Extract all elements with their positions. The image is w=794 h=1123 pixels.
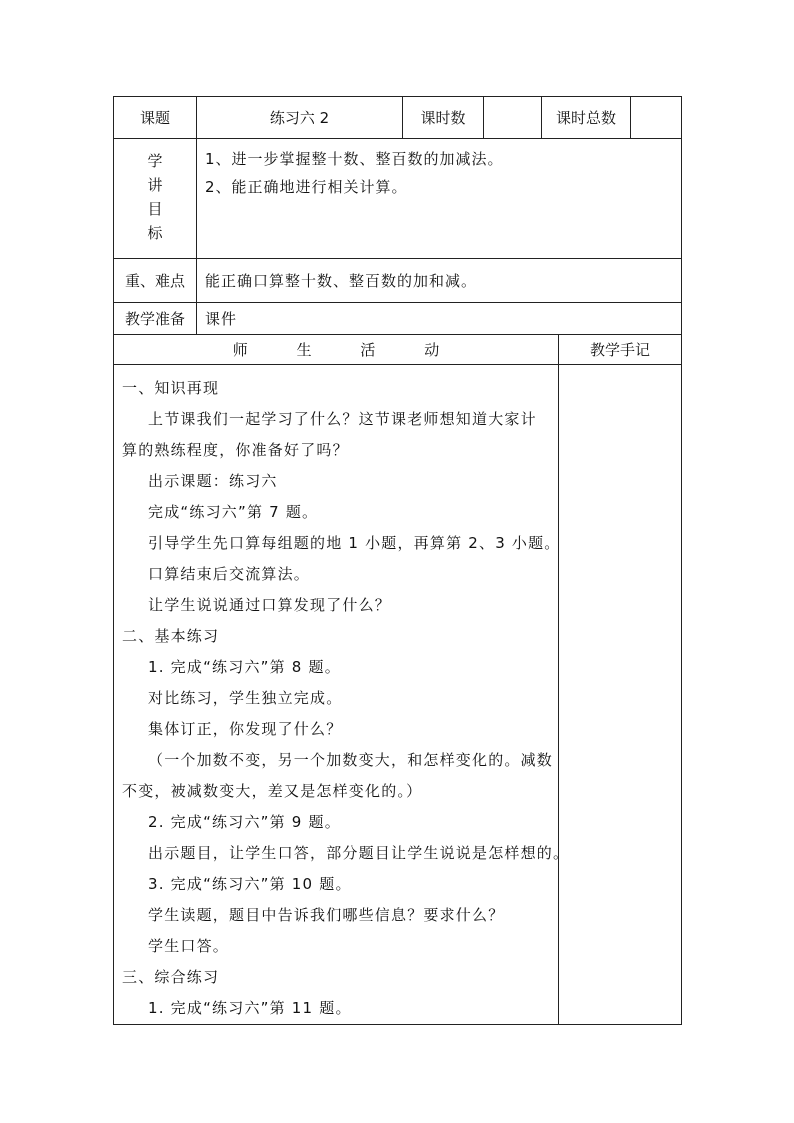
activities-content <box>114 365 570 1025</box>
activities-row <box>114 365 682 1025</box>
activity-line: 算的熟练程度，你准备好了吗？ <box>122 441 349 459</box>
notes-content <box>559 365 682 1025</box>
activity-line: 三、综合练习 <box>122 968 220 986</box>
total-periods-label: 课时总数 <box>542 97 631 139</box>
activity-line: 完成“练习六”第 7 题。 <box>148 503 319 521</box>
activity-line: 对比练习，学生独立完成。 <box>148 689 343 707</box>
preparation-value: 课件 <box>197 303 682 335</box>
activities-header-char: 动 <box>424 341 440 359</box>
activity-line: 出示题目，让学生口答，部分题目让学生说说是怎样想的。 <box>148 844 570 862</box>
activities-header-char: 生 <box>296 341 312 359</box>
objectives-row <box>114 139 682 259</box>
activities-header-row <box>114 335 682 365</box>
activities-header <box>114 335 559 365</box>
activity-line: 2. 完成“练习六”第 9 题。 <box>148 813 341 831</box>
total-periods-value <box>631 97 682 139</box>
activity-line: 3. 完成“练习六”第 10 题。 <box>148 875 352 893</box>
activities-header-char: 活 <box>360 341 376 359</box>
lesson-plan-table <box>113 96 682 1025</box>
topic-label: 课题 <box>114 97 197 139</box>
activity-line: 集体订正，你发现了什么？ <box>148 720 343 738</box>
objective-item: 2、能正确地进行相关计算。 <box>205 178 408 196</box>
objectives-content <box>197 139 682 259</box>
activity-line: 1. 完成“练习六”第 8 题。 <box>148 658 341 676</box>
objective-item: 1、进一步掌握整十数、整百数的加减法。 <box>205 150 504 168</box>
periods-label: 课时数 <box>403 97 484 139</box>
preparation-label: 教学准备 <box>114 303 197 335</box>
activity-line: 出示课题：练习六 <box>148 472 278 490</box>
activity-line: 让学生说说通过口算发现了什么？ <box>148 596 392 614</box>
activity-line: （一个加数不变，另一个加数变大，和怎样变化的。减数 <box>148 751 554 769</box>
notes-header: 教学手记 <box>559 335 682 365</box>
activity-lines <box>122 373 570 1024</box>
objectives-label-char: 标 <box>147 224 163 242</box>
key-points-value: 能正确口算整十数、整百数的加和减。 <box>197 259 682 303</box>
activity-line: 引导学生先口算每组题的地 1 小题，再算第 2、3 小题。 <box>148 534 561 552</box>
objectives-label-char: 讲 <box>147 176 163 194</box>
key-points-label: 重、难点 <box>114 259 197 303</box>
activities-header-char: 师 <box>232 341 248 359</box>
activity-line: 二、基本练习 <box>122 627 220 645</box>
activity-line: 学生读题，题目中告诉我们哪些信息？要求什么？ <box>148 906 505 924</box>
objectives-label-char: 学 <box>147 152 163 170</box>
activity-line: 一、知识再现 <box>122 379 220 397</box>
preparation-row <box>114 303 682 335</box>
activity-line: 不变，被减数变大，差又是怎样变化的。） <box>122 782 423 800</box>
key-points-row <box>114 259 682 303</box>
activity-line: 学生口答。 <box>148 937 230 955</box>
topic-value: 练习六 2 <box>197 97 403 139</box>
header-row <box>114 97 682 139</box>
objectives-label <box>114 139 197 259</box>
periods-value <box>484 97 542 139</box>
activity-line: 口算结束后交流算法。 <box>148 565 311 583</box>
objectives-label-char: 目 <box>147 200 163 218</box>
activity-line: 上节课我们一起学习了什么？这节课老师想知道大家计 <box>148 410 537 428</box>
activity-line: 1. 完成“练习六”第 11 题。 <box>148 999 352 1017</box>
